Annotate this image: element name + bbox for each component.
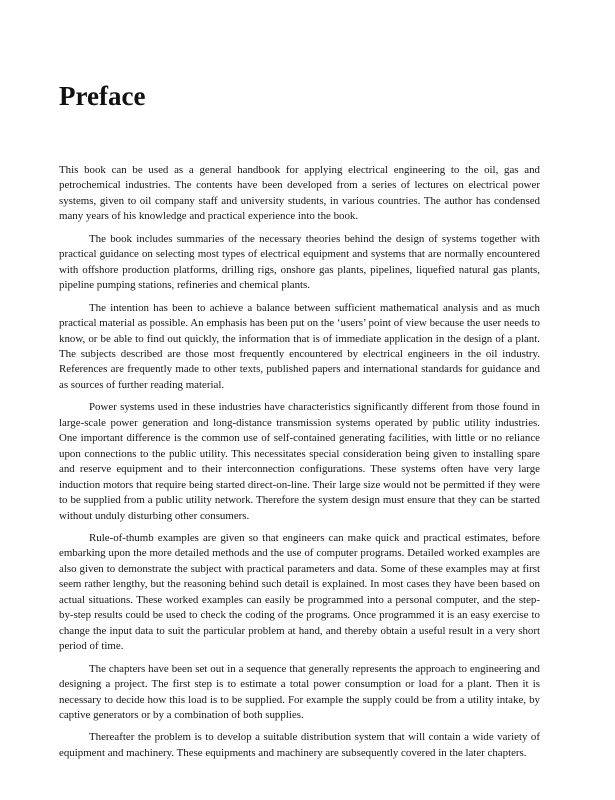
paragraph: Power systems used in these industries have characteristics significantly different from those found in large-scale power generation and long-distance transmission systems operated by public utility industries. One important difference is the common use of self-contained generating facilities, with little or no reliance upon connections to the public utility. This necessitates special consideration being given to installing spare and reserve equipment and to their interconnection configurations. These systems often have very large induction motors that require being started direct-on-line. Their large size would not be permitted if they were to be supplied from a public utility network. Therefore the system design must ensure that they can be started without unduly disturbing other consumers. (59, 401, 540, 522)
paragraph: Rule-of-thumb examples are given so that engineers can make quick and practical estimates, before embarking upon the more detailed methods and the use of computer programs. Detailed worked examples are also given to demonstrate the subject with practical parameters and data. Some of these examples may at first seem rather lengthy, but the reasoning behind such detail is explained. In most cases they have been based on actual situations. These worked examples can easily be programmed into a personal computer, and the step-by-step results could be used to check the coding of the programs. Once programmed it is an easy exercise to change the input data to suit the particular problem at hand, and thereby obtain a useful result in a very short period of time. (59, 531, 540, 653)
page-title: Preface (59, 81, 146, 111)
preface-body (59, 163, 540, 768)
paragraph: The book includes summaries of the necessary theories behind the design of systems together with practical guidance on selecting most types of electrical equipment and systems that are normally encountered with offshore production platforms, drilling rigs, onshore gas plants, pipelines, liquefied natural gas plants, pipeline pumping stations, refineries and chemical plants. (59, 232, 540, 292)
paragraph: The chapters have been set out in a sequence that generally represents the approach to engineering and designing a project. The first step is to estimate a total power consumption or load for a plant. Then it is necessary to decide how this load is to be supplied. For example the supply could be from a utility intake, by captive generators or by a combination of both supplies. (59, 662, 540, 721)
paragraph: This book can be used as a general handbook for applying electrical engineering to the oil, gas and petrochemical industries. The contents have been developed from a series of lectures on electrical power systems, given to oil company staff and university students, in various countries. The author has condensed many years of his knowledge and practical experience into the book. (59, 164, 540, 223)
paragraph: Thereafter the problem is to develop a suitable distribution system that will contain a wide variety of equipment and machinery. These equipments and machinery are subsequently covered in the later chapters. (59, 731, 540, 759)
paragraph: The intention has been to achieve a balance between sufficient mathematical analysis and as much practical material as possible. An emphasis has been put on the ‘users’ point of view because the user needs to know, or be able to find out quickly, the information that is of immediate application in the design of a plant. The subjects described are those most frequently encountered by electrical engineers in the oil industry. References are frequently made to other texts, published papers and international standards for guidance and as sources of further reading material. (59, 301, 540, 391)
